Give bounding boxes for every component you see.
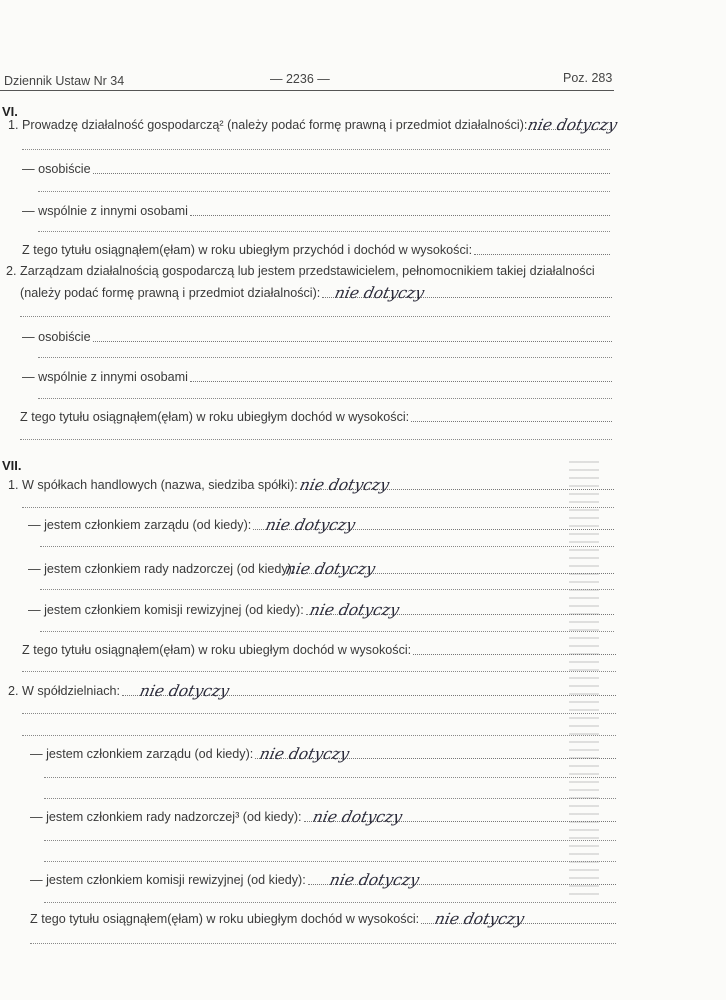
blank-line: [22, 713, 616, 714]
blank-line: [38, 231, 610, 232]
vii-2-komisja-handwriting: nie dotyczy: [328, 871, 421, 889]
vi-1-wspolnie-field[interactable]: [190, 215, 610, 216]
vii-1-zarzad-handwriting: nie dotyczy: [264, 516, 357, 534]
vii-2-zarzad-handwriting: nie dotyczy: [258, 745, 351, 763]
vii-2-label: 2. W spółdzielniach:: [8, 684, 120, 698]
vii-1-income-field[interactable]: [413, 654, 616, 655]
blank-line: [40, 589, 614, 590]
vi-1-osobiscie-row: [22, 162, 610, 176]
vii-1-label: 1. W spółkach handlowych (nazwa, siedziba spółki):: [8, 478, 298, 492]
blank-line: [22, 735, 616, 736]
vii-2-income-row: [30, 912, 616, 926]
vi-2-wspolnie-field[interactable]: [190, 381, 612, 382]
vii-2-handwriting: nie dotyczy: [138, 682, 231, 700]
section-vii-title: VII.: [2, 458, 22, 473]
vi-1-income-label: Z tego tytułu osiągnąłem(ęłam) w roku ubiegłym przychód i dochód w wysokości:: [22, 243, 473, 257]
vii-1-komisja-label: — jestem członkiem komisji rewizyjnej (od kiedy):: [28, 603, 304, 617]
blank-line: [44, 840, 616, 841]
vii-2-komisja-label: — jestem członkiem komisji rewizyjnej (od kiedy):: [30, 873, 306, 887]
vi-1-label: 1. Prowadzę działalność gospodarczą² (należy podać formę prawną i przedmiot działalności):: [8, 118, 528, 132]
blank-line: [20, 439, 612, 440]
blank-line: [30, 943, 616, 944]
vii-1-zarzad-row: [28, 518, 614, 532]
vii-1-komisja-handwriting: nie dotyczy: [308, 601, 401, 619]
vi-2-osobiscie-field[interactable]: [93, 341, 612, 342]
vii-2-rada-row: [30, 810, 616, 824]
vii-2-row: [8, 684, 616, 698]
blank-line: [38, 191, 610, 192]
vi-1-osobiscie-field[interactable]: [93, 173, 610, 174]
blank-line: [44, 902, 616, 903]
vi-1-osobiscie-label: — osobiście: [22, 162, 91, 176]
vii-2-komisja-row: [30, 873, 616, 887]
vi-2-wspolnie-label: — wspólnie z innymi osobami: [22, 370, 188, 384]
vi-2-wspolnie-row: [22, 370, 612, 384]
vi-1-row: [8, 116, 619, 134]
blank-line: [40, 546, 614, 547]
blank-line: [22, 671, 616, 672]
header-rule: [0, 90, 614, 91]
vii-1-income-row: [22, 643, 616, 657]
vii-2-zarzad-row: [30, 747, 616, 761]
vii-2-income-handwriting: nie dotyczy: [433, 910, 526, 928]
blank-line: [38, 357, 612, 358]
vi-2-income-label: Z tego tytułu osiągnąłem(ęłam) w roku ubiegłym dochód w wysokości:: [20, 410, 410, 424]
blank-line: [22, 507, 614, 508]
section-vi-title: VI.: [2, 104, 18, 119]
blank-line: [44, 798, 616, 799]
vii-1-rada-handwriting: nie dotyczy: [284, 560, 377, 578]
blank-line: [22, 149, 610, 150]
blank-line: [40, 631, 614, 632]
vi-2-income-field[interactable]: [411, 421, 612, 422]
vii-2-rada-handwriting: nie dotyczy: [311, 808, 404, 826]
blank-line: [44, 861, 616, 862]
vi-1-wspolnie-row: [22, 204, 610, 218]
blank-line: [20, 316, 610, 317]
vi-2-label-line2: (należy podać formę prawną i przedmiot działalności):: [20, 286, 321, 300]
vii-1-komisja-row: [28, 603, 614, 617]
vi-2-row: [20, 286, 612, 300]
page-number: — 2236 —: [270, 72, 330, 86]
vi-2-handwriting: nie dotyczy: [333, 284, 426, 302]
vii-1-rada-row: [28, 562, 614, 576]
journal-title: Dziennik Ustaw Nr 34: [4, 74, 125, 88]
vii-2-zarzad-label: — jestem członkiem zarządu (od kiedy):: [30, 747, 254, 761]
vi-1-wspolnie-label: — wspólnie z innymi osobami: [22, 204, 188, 218]
vii-1-row: [8, 478, 614, 492]
vii-1-rada-label: — jestem członkiem rady nadzorczej (od kiedy):: [28, 562, 296, 576]
vi-1-income-row: [22, 243, 610, 257]
vi-2-income-row: [20, 410, 612, 424]
vi-1-income-field[interactable]: [474, 254, 610, 255]
vii-2-rada-label: — jestem członkiem rady nadzorczej³ (od kiedy):: [30, 810, 302, 824]
vi-1-handwriting: nie dotyczy: [526, 116, 619, 134]
vii-1-income-label: Z tego tytułu osiągnąłem(ęłam) w roku ubiegłym dochód w wysokości:: [22, 643, 412, 657]
blank-line: [44, 777, 616, 778]
vi-2-label-line1: 2. Zarządzam działalnością gospodarczą lub jestem przedstawicielem, pełnomocnikiem takiej działalności: [6, 264, 595, 278]
vi-2-osobiscie-label: — osobiście: [22, 330, 91, 344]
vi-2-osobiscie-row: [22, 330, 612, 344]
vii-1-zarzad-label: — jestem członkiem zarządu (od kiedy):: [28, 518, 252, 532]
blank-line: [38, 398, 612, 399]
vii-2-income-label: Z tego tytułu osiągnąłem(ęłam) w roku ubiegłym dochód w wysokości:: [30, 912, 420, 926]
position-number: Poz. 283: [563, 71, 613, 85]
vii-1-handwriting: nie dotyczy: [298, 476, 391, 494]
